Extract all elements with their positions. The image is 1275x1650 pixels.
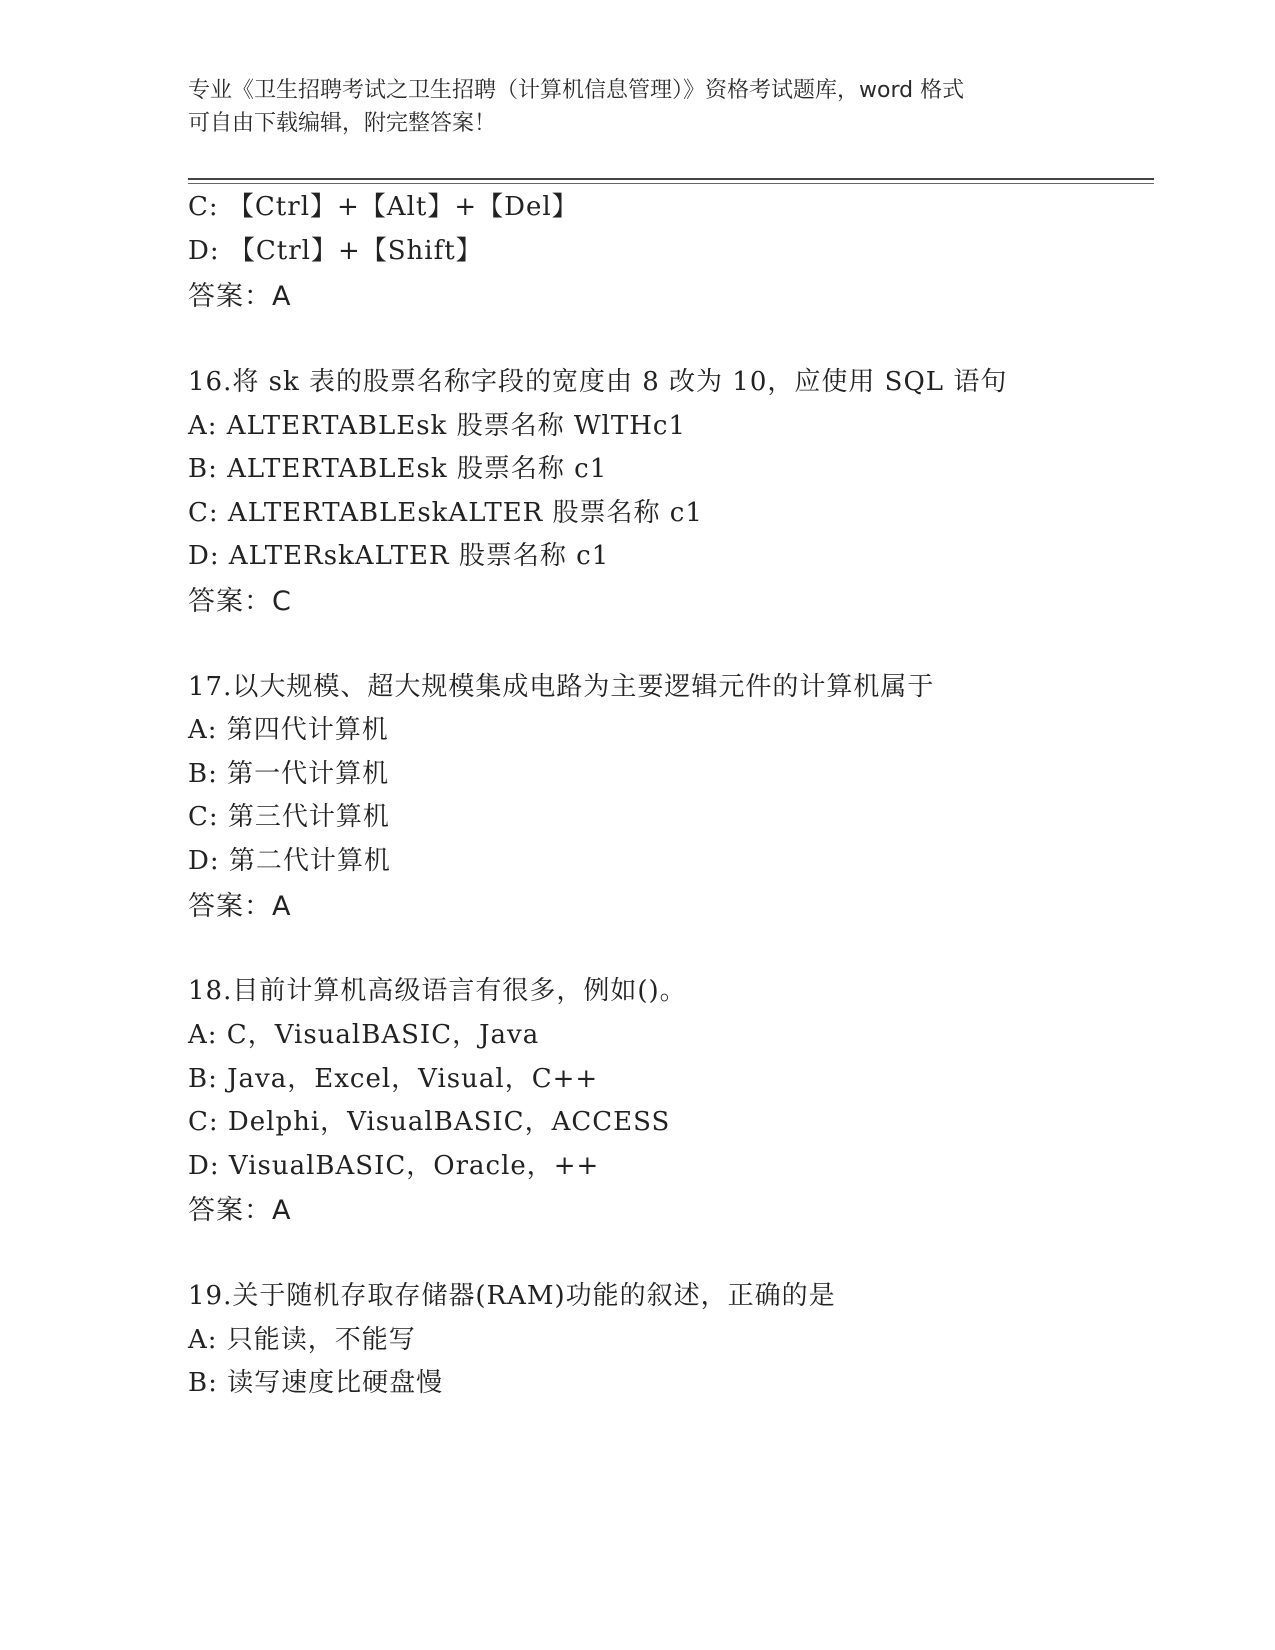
question-19-stem: 19.关于随机存取存储器(RAM)功能的叙述，正确的是 bbox=[188, 1281, 836, 1311]
question-18-option-a: A: C，VisualBASIC，Java bbox=[188, 1020, 540, 1050]
question-18-answer: 答案：A bbox=[188, 1195, 292, 1226]
question-16-answer: 答案：C bbox=[188, 586, 292, 617]
header-line-1: 专业《卫生招聘考试之卫生招聘（计算机信息管理）》资格考试题库，word 格式 bbox=[188, 78, 965, 103]
answer-line: 答案：A bbox=[188, 281, 292, 312]
question-18-stem: 18.目前计算机高级语言有很多，例如()。 bbox=[188, 976, 687, 1006]
question-17-answer: 答案：A bbox=[188, 891, 292, 922]
question-16-option-b: B: ALTERTABLEsk 股票名称 c1 bbox=[188, 454, 608, 484]
header-divider-thick bbox=[188, 178, 1154, 180]
question-16-option-a: A: ALTERTABLEsk 股票名称 WlTHc1 bbox=[188, 411, 686, 441]
header-line-2: 可自由下载编辑，附完整答案！ bbox=[188, 111, 497, 136]
option-d: D: 【Ctrl】+【Shift】 bbox=[188, 236, 483, 266]
question-17-stem: 17.以大规模、超大规模集成电路为主要逻辑元件的计算机属于 bbox=[188, 672, 935, 702]
question-16-option-d: D: ALTERskALTER 股票名称 c1 bbox=[188, 541, 610, 571]
header-divider-thin bbox=[188, 183, 1154, 184]
question-17-option-b: B: 第一代计算机 bbox=[188, 759, 390, 789]
question-17-option-c: C: 第三代计算机 bbox=[188, 802, 390, 832]
question-16-stem: 16.将 sk 表的股票名称字段的宽度由 8 改为 10，应使用 SQL 语句 bbox=[188, 367, 1008, 397]
question-17-option-d: D: 第二代计算机 bbox=[188, 846, 391, 876]
question-18-option-c: C: Delphi，VisualBASIC，ACCESS bbox=[188, 1107, 671, 1137]
option-c: C: 【Ctrl】+【Alt】+【Del】 bbox=[188, 192, 579, 222]
document-header bbox=[188, 74, 1088, 140]
question-18-option-d: D: VisualBASIC，Oracle，++ bbox=[188, 1151, 600, 1181]
question-19-option-b: B: 读写速度比硬盘慢 bbox=[188, 1368, 444, 1398]
question-16-option-c: C: ALTERTABLEskALTER 股票名称 c1 bbox=[188, 498, 703, 528]
question-19-option-a: A: 只能读，不能写 bbox=[188, 1325, 416, 1355]
question-18-option-b: B: Java，Excel，Visual，C++ bbox=[188, 1064, 599, 1094]
question-17-option-a: A: 第四代计算机 bbox=[188, 715, 389, 745]
